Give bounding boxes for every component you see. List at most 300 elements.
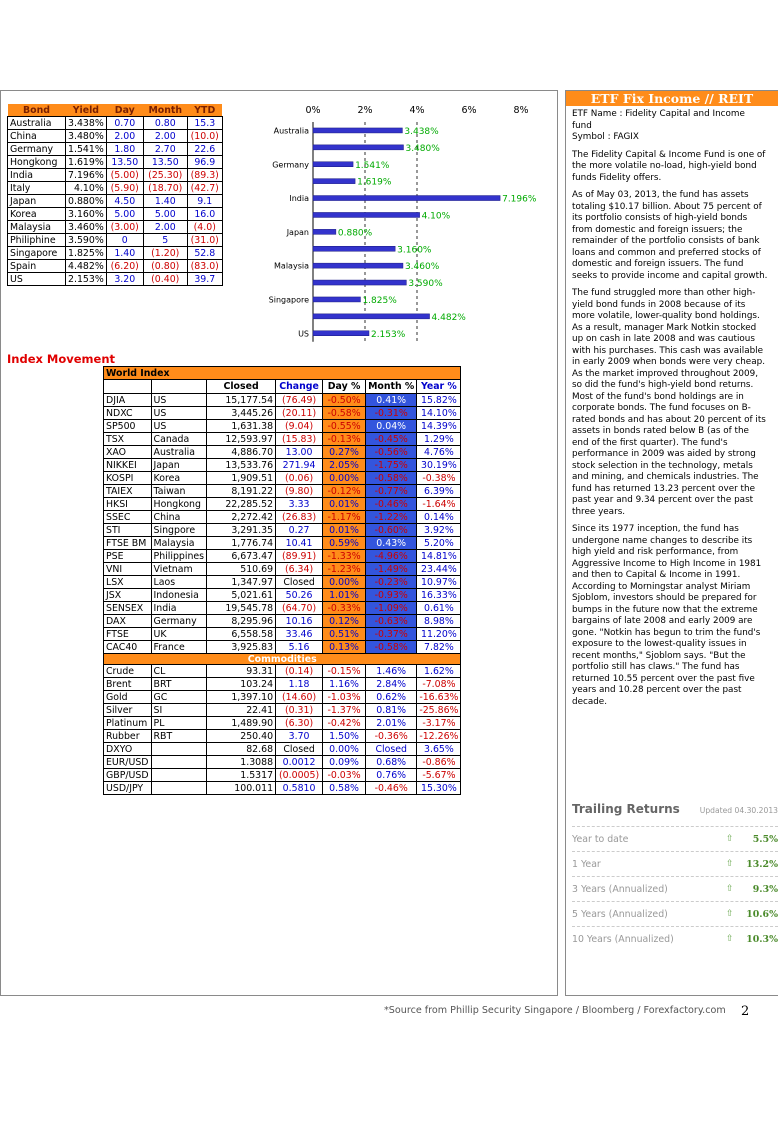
bond-yield: 4.482% [66, 260, 107, 273]
table-row [8, 169, 223, 182]
index-country [151, 756, 207, 769]
bond-yield: 7.196% [66, 169, 107, 182]
index-day-pct: 0.12% [323, 615, 366, 628]
text-line: its portfolio consists of high-yield bonds [572, 213, 748, 223]
table-row [104, 678, 461, 691]
table-row [104, 472, 461, 485]
table-row [8, 130, 223, 143]
bond-day-change: (3.00) [106, 221, 143, 234]
trailing-return-label: Year to date [572, 833, 629, 845]
bond-country: Malaysia [8, 221, 66, 234]
data-label: 0.880% [337, 228, 373, 239]
index-day-pct: -0.15% [323, 665, 366, 678]
index-change: (6.30) [276, 717, 323, 730]
text-line: undergone name changes to describe its [572, 535, 753, 546]
index-change: Closed [276, 743, 323, 756]
index-day-pct: 0.00% [323, 576, 366, 589]
index-change: 0.5810 [276, 782, 323, 795]
trailing-return-value: 10.6% [746, 908, 778, 920]
blank-header [104, 380, 152, 394]
bar [313, 128, 402, 133]
table-row [104, 550, 461, 563]
index-year-pct: 15.30% [417, 782, 461, 795]
bond-day-change: (6.20) [106, 260, 143, 273]
index-year-pct: 8.98% [417, 615, 461, 628]
table-row [104, 576, 461, 589]
index-month-pct: -0.56% [366, 446, 417, 459]
index-month-pct: Closed [366, 743, 417, 756]
index-month-pct: 0.68% [366, 756, 417, 769]
bond-day-change: 0.70 [106, 117, 143, 130]
bond-yield: 2.153% [66, 273, 107, 286]
table-row [104, 665, 461, 678]
index-month-pct: 1.46% [366, 665, 417, 678]
data-label: 3.438% [404, 126, 439, 137]
trailing-return-row [572, 901, 778, 926]
index-year-pct: 5.20% [417, 537, 461, 550]
index-day-pct: -1.33% [323, 550, 366, 563]
bond-country: Singapore [8, 247, 66, 260]
index-year-pct: 1.29% [417, 433, 461, 446]
bar [313, 196, 500, 201]
index-closed: 2,272.42 [207, 511, 276, 524]
bond-country: Korea [8, 208, 66, 221]
text-line: The fund struggled more than other high- [572, 288, 756, 298]
text-line: more volatile, lower-quality bond holdings. [572, 311, 760, 321]
table-row [8, 117, 223, 130]
index-day-pct: 0.51% [323, 628, 366, 641]
index-code: FTSE BM [104, 537, 152, 550]
index-code: Silver [104, 704, 152, 717]
bond-month-change: (25.30) [143, 169, 187, 182]
index-country: Korea [151, 472, 207, 485]
bond-country: Japan [8, 195, 66, 208]
table-row [104, 511, 461, 524]
bar [313, 280, 406, 285]
bond-country: Hongkong [8, 156, 66, 169]
index-country: SI [151, 704, 207, 717]
bond-month-change: 0.80 [143, 117, 187, 130]
bond-country: China [8, 130, 66, 143]
data-label: 4.482% [431, 312, 466, 323]
index-change: 5.16 [276, 641, 323, 654]
index-country: GC [151, 691, 207, 704]
index-change: (89.91) [276, 550, 323, 563]
trailing-return-row [572, 926, 778, 951]
trailing-return-value: 5.5% [752, 833, 778, 845]
index-closed: 4,886.70 [207, 446, 276, 459]
bond-yield: 4.10% [66, 182, 107, 195]
index-closed: 19,545.78 [207, 602, 276, 615]
trailing-return-label: 1 Year [572, 858, 601, 870]
index-closed: 15,177.54 [207, 394, 276, 407]
x-tick-label: 8% [513, 105, 529, 116]
text-line: returned 10.55 percent over the past five [572, 673, 755, 684]
index-month-pct: -0.58% [366, 641, 417, 654]
index-change: (76.49) [276, 394, 323, 407]
text-line: decade. [572, 696, 608, 707]
bond-ytd-change: 96.9 [187, 156, 222, 169]
data-label: 3.160% [397, 245, 432, 256]
index-year-pct: 14.81% [417, 550, 461, 563]
index-change: 3.33 [276, 498, 323, 511]
table-row [8, 273, 223, 286]
index-change: 50.26 [276, 589, 323, 602]
index-change: (64.70) [276, 602, 323, 615]
bond-ytd-change: 16.0 [187, 208, 222, 221]
index-code: SP500 [104, 420, 152, 433]
index-day-pct: 0.58% [323, 782, 366, 795]
text-line: recent months," Sjoblom says. "But the [572, 650, 746, 661]
index-month-pct: 2.84% [366, 678, 417, 691]
x-tick-label: 6% [461, 105, 477, 116]
data-label: 7.196% [502, 194, 537, 205]
text-line: high yield and risk performance, from [572, 547, 739, 557]
text-line: end of the first quarter). The fund's [572, 437, 728, 448]
index-country: RBT [151, 730, 207, 743]
index-month-pct: -1.09% [366, 602, 417, 615]
bond-month-change: 13.50 [143, 156, 187, 169]
index-closed: 13,533.76 [207, 459, 276, 472]
column-header: Year % [417, 380, 461, 394]
bond-month-change: (0.80) [143, 260, 187, 273]
index-month-pct: -0.23% [366, 576, 417, 589]
index-month-pct: 0.41% [366, 394, 417, 407]
index-closed: 8,191.22 [207, 485, 276, 498]
bond-ytd-change: (10.0) [187, 130, 222, 143]
bar [313, 297, 360, 302]
up-arrow-icon: ⇧ [726, 934, 734, 944]
text-line: bumps in the future now that the extreme [572, 604, 758, 615]
bond-country: Italy [8, 182, 66, 195]
text-line: three years. [572, 506, 626, 517]
world-index-header-row [104, 367, 461, 380]
index-year-pct: -0.38% [417, 472, 461, 485]
world-index-title: World Index [104, 367, 461, 380]
index-day-pct: -0.42% [323, 717, 366, 730]
index-country [151, 769, 207, 782]
bond-table-header: Month [143, 104, 187, 117]
text-line: portfolio still has claws." The fund has [572, 662, 740, 672]
text-line: ETF Name : Fidelity Capital and Income [572, 109, 745, 119]
index-month-pct: 0.76% [366, 769, 417, 782]
text-line: As a result, manager Mark Notkin stocked [572, 322, 757, 333]
etf-paragraph [572, 190, 778, 282]
page-number: 2 [741, 1004, 750, 1019]
text-line: According to Morningstar analyst Miriam [572, 581, 751, 592]
text-line: funds Fidelity offers. [572, 172, 662, 183]
index-country: Singpore [151, 524, 207, 537]
trailing-return-value: 9.3% [752, 883, 778, 895]
index-year-pct: 15.82% [417, 394, 461, 407]
index-change: 3.70 [276, 730, 323, 743]
text-line: bargains of late 2008 and early 2009 are [572, 616, 753, 626]
index-year-pct: 14.39% [417, 420, 461, 433]
index-change: (0.0005) [276, 769, 323, 782]
index-closed: 12,593.97 [207, 433, 276, 446]
index-closed: 1.5317 [207, 769, 276, 782]
index-code: Brent [104, 678, 152, 691]
bond-day-change: 4.50 [106, 195, 143, 208]
index-code: SSEC [104, 511, 152, 524]
table-row [104, 615, 461, 628]
index-day-pct: -1.37% [323, 704, 366, 717]
data-label: 3.460% [404, 262, 440, 273]
index-code: Crude [104, 665, 152, 678]
index-year-pct: 23.44% [417, 563, 461, 576]
index-day-pct: -1.23% [323, 563, 366, 576]
table-row [104, 730, 461, 743]
index-day-pct: 0.13% [323, 641, 366, 654]
bond-month-change: (0.40) [143, 273, 187, 286]
bond-day-change: 1.40 [106, 247, 143, 260]
data-label: 1.619% [357, 177, 392, 188]
index-country: Malaysia [151, 537, 207, 550]
index-closed: 100.011 [207, 782, 276, 795]
index-country: Japan [151, 459, 207, 472]
bond-ytd-change: 22.6 [187, 143, 222, 156]
index-closed: 82.68 [207, 743, 276, 756]
trailing-return-label: 10 Years (Annualized) [572, 933, 674, 945]
index-closed: 1,776.74 [207, 537, 276, 550]
etf-paragraph [572, 288, 778, 518]
index-day-pct: -0.50% [323, 394, 366, 407]
index-code: Gold [104, 691, 152, 704]
index-code: Rubber [104, 730, 152, 743]
text-line: Most of the fund's bond holdings are in [572, 391, 744, 402]
index-day-pct: 0.01% [323, 524, 366, 537]
bar [313, 212, 420, 217]
bond-day-change: (5.90) [106, 182, 143, 195]
index-code: EUR/USD [104, 756, 152, 769]
column-header: Closed [207, 380, 276, 394]
text-line: Symbol : FAGIX [572, 132, 639, 142]
table-row [104, 756, 461, 769]
index-month-pct: -0.58% [366, 472, 417, 485]
etf-section-title: ETF Fix Income // REIT [566, 91, 778, 106]
bond-yield-chart [262, 104, 552, 354]
text-line: stock selection in the technology, metals [572, 460, 753, 471]
index-country: Laos [151, 576, 207, 589]
index-year-pct: 16.33% [417, 589, 461, 602]
up-arrow-icon: ⇧ [726, 834, 734, 844]
index-closed: 22,285.52 [207, 498, 276, 511]
index-change: (9.80) [276, 485, 323, 498]
index-code: STI [104, 524, 152, 537]
source-note: *Source from Phillip Security Singapore / Bloomberg / Forexfactory.com [384, 1005, 726, 1016]
index-year-pct: 3.65% [417, 743, 461, 756]
index-code: SENSEX [104, 602, 152, 615]
index-change: Closed [276, 576, 323, 589]
index-code: PSE [104, 550, 152, 563]
index-day-pct: -1.17% [323, 511, 366, 524]
index-closed: 5,021.61 [207, 589, 276, 602]
text-line: past year and 9.34 percent over the past [572, 495, 754, 505]
x-tick-label: 2% [357, 105, 373, 116]
index-year-pct: 30.19% [417, 459, 461, 472]
text-line: up on cash in late 2008 and was cautious [572, 334, 755, 344]
bond-day-change: 1.80 [106, 143, 143, 156]
index-day-pct: 0.27% [323, 446, 366, 459]
commodities-title: Commodities [104, 654, 461, 665]
bond-table-header: Bond [8, 104, 66, 117]
up-arrow-icon: ⇧ [726, 909, 734, 919]
index-year-pct: 1.62% [417, 665, 461, 678]
bar [313, 162, 353, 167]
category-label: Malaysia [274, 261, 309, 271]
index-day-pct: -0.33% [323, 602, 366, 615]
index-country: France [151, 641, 207, 654]
text-line: remainder of the portfolio consists of bank [572, 236, 760, 246]
bond-month-change: (1.20) [143, 247, 187, 260]
bond-yield: 3.480% [66, 130, 107, 143]
index-code: FTSE [104, 628, 152, 641]
text-line: The Fidelity Capital & Income Fund is one of [572, 149, 766, 160]
table-row [104, 563, 461, 576]
index-day-pct: -0.58% [323, 407, 366, 420]
index-closed: 3,291.35 [207, 524, 276, 537]
index-closed: 1,631.38 [207, 420, 276, 433]
index-country: Vietnam [151, 563, 207, 576]
table-row [8, 247, 223, 260]
index-code: TAIEX [104, 485, 152, 498]
index-country: China [151, 511, 207, 524]
index-closed: 1.3088 [207, 756, 276, 769]
bond-ytd-change: (83.0) [187, 260, 222, 273]
table-row [104, 459, 461, 472]
category-label: Germany [272, 160, 309, 170]
table-row [104, 717, 461, 730]
up-arrow-icon: ⇧ [726, 884, 734, 894]
index-code: KOSPI [104, 472, 152, 485]
table-row [8, 234, 223, 247]
index-closed: 3,445.26 [207, 407, 276, 420]
text-line: fund [572, 120, 592, 131]
index-country: US [151, 420, 207, 433]
index-change: 33.46 [276, 628, 323, 641]
bond-day-change: 2.00 [106, 130, 143, 143]
index-change: 13.00 [276, 446, 323, 459]
text-line: rated bonds and has about 20 percent of its [572, 414, 766, 425]
index-month-pct: -0.37% [366, 628, 417, 641]
table-row [8, 260, 223, 273]
index-day-pct: 2.05% [323, 459, 366, 472]
index-day-pct: 0.00% [323, 743, 366, 756]
table-row [104, 589, 461, 602]
index-month-pct: 0.81% [366, 704, 417, 717]
bond-month-change: 5 [143, 234, 187, 247]
column-header: Change [276, 380, 323, 394]
category-label: Singapore [268, 295, 309, 305]
bond-country: US [8, 273, 66, 286]
table-row [8, 195, 223, 208]
index-country: US [151, 407, 207, 420]
index-country: Australia [151, 446, 207, 459]
index-code: DAX [104, 615, 152, 628]
index-closed: 510.69 [207, 563, 276, 576]
bond-yield-table [7, 104, 223, 286]
bond-ytd-change: 9.1 [187, 195, 222, 208]
bond-ytd-change: (31.0) [187, 234, 222, 247]
index-code: NIKKEI [104, 459, 152, 472]
text-line: with his purchases. This cash was available [572, 345, 764, 356]
index-month-pct: -1.22% [366, 511, 417, 524]
table-row [104, 433, 461, 446]
column-header: Day % [323, 380, 366, 394]
x-tick-label: 4% [409, 105, 425, 116]
index-change: (26.83) [276, 511, 323, 524]
table-row [104, 420, 461, 433]
bond-ytd-change: 15.3 [187, 117, 222, 130]
index-day-pct: 0.01% [323, 498, 366, 511]
bar [313, 331, 369, 336]
index-change: 0.0012 [276, 756, 323, 769]
index-change: 10.41 [276, 537, 323, 550]
trailing-return-row [572, 876, 778, 901]
index-country: Hongkong [151, 498, 207, 511]
text-line: exposure to the lowest-quality issues in [572, 639, 747, 649]
index-day-pct: -0.03% [323, 769, 366, 782]
index-closed: 103.24 [207, 678, 276, 691]
etf-description [572, 109, 778, 714]
index-day-pct: 1.01% [323, 589, 366, 602]
bond-yield: 3.590% [66, 234, 107, 247]
trailing-return-label: 3 Years (Annualized) [572, 883, 668, 895]
world-index-table [103, 366, 461, 795]
index-year-pct: -7.08% [417, 678, 461, 691]
table-row [104, 691, 461, 704]
trailing-returns-updated: Updated 04.30.2013 [699, 806, 778, 815]
category-label: Japan [286, 227, 309, 237]
index-change: (9.04) [276, 420, 323, 433]
index-month-pct: 0.04% [366, 420, 417, 433]
text-line: totaling $10.17 billion. About 75 percent of [572, 201, 762, 212]
index-closed: 93.31 [207, 665, 276, 678]
text-line: As of May 03, 2013, the fund has assets [572, 190, 749, 200]
bond-yield: 3.438% [66, 117, 107, 130]
index-month-pct: -1.49% [366, 563, 417, 576]
trailing-return-row [572, 826, 778, 851]
bar [313, 246, 395, 251]
bond-yield: 0.880% [66, 195, 107, 208]
index-month-pct: -1.75% [366, 459, 417, 472]
index-year-pct: 14.10% [417, 407, 461, 420]
index-year-pct: 10.97% [417, 576, 461, 589]
category-label: US [298, 329, 309, 339]
index-month-pct: -0.36% [366, 730, 417, 743]
index-day-pct: 1.50% [323, 730, 366, 743]
index-change: (15.83) [276, 433, 323, 446]
data-label: 3.590% [408, 279, 443, 290]
index-day-pct: 0.09% [323, 756, 366, 769]
bond-yield: 1.619% [66, 156, 107, 169]
text-line: loans and common and preferred stocks of [572, 247, 761, 258]
index-year-pct: -12.26% [417, 730, 461, 743]
index-month-pct: -0.45% [366, 433, 417, 446]
index-country: India [151, 602, 207, 615]
index-year-pct: -25.86% [417, 704, 461, 717]
bond-yield: 3.160% [66, 208, 107, 221]
bond-month-change: 2.70 [143, 143, 187, 156]
text-line: Aggressive Income to High Income in 1981 [572, 558, 762, 569]
index-month-pct: 0.43% [366, 537, 417, 550]
index-year-pct: -1.64% [417, 498, 461, 511]
index-year-pct: 6.39% [417, 485, 461, 498]
table-row [8, 182, 223, 195]
trailing-return-row [572, 851, 778, 876]
index-code: GBP/USD [104, 769, 152, 782]
data-label: 1.825% [362, 295, 397, 306]
